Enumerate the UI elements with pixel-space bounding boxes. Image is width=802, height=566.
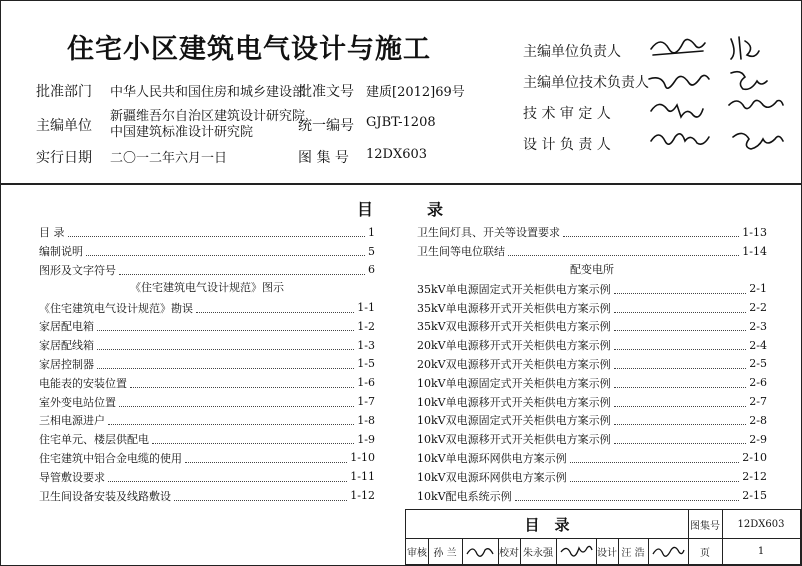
toc-entry[interactable] [39,486,375,505]
toc-entry[interactable] [39,242,375,261]
toc-entry-page: 1-3 [357,338,375,352]
toc-entry-page: 6 [368,263,375,277]
title-block-atlas-label: 图集号 [688,510,723,539]
approve-dept: 中华人民共和国住房和城乡建设部 [110,85,306,100]
toc-entry[interactable] [417,392,767,411]
toc-entry[interactable] [39,355,375,374]
toc-entry-title: 编制说明 [39,245,83,259]
toc-title-left: 目 [357,200,374,219]
toc-entry[interactable] [39,223,375,242]
toc-entry-title: 住宅建筑中铝合金电缆的使用 [39,451,182,465]
toc-entry[interactable] [39,261,375,280]
toc-entry-title: 35kV单电源固定式开关柜供电方案示例 [417,282,611,296]
toc-entry-title: 室外变电站位置 [39,395,116,409]
toc-entry[interactable] [39,392,375,411]
toc-leader-dots [130,378,354,388]
title-block-name: 目 录 [406,510,689,539]
toc-entry[interactable] [417,411,767,430]
toc-leader-dots [196,303,354,313]
title-block-atlas-no: 12DX603 [722,510,801,539]
review-label: 审核 [406,538,429,565]
atlas-title: 住宅小区建筑电气设计与施工 [67,34,431,65]
toc-entry-page: 1-7 [357,395,375,409]
toc-entry[interactable] [417,430,767,449]
toc-entry-title: 图形及文字符号 [39,263,116,277]
toc-entry[interactable] [417,298,767,317]
toc-entry-title: 卫生间等电位联结 [417,245,505,259]
toc-entry-title: 10kV单电源移开式开关柜供电方案示例 [417,395,611,409]
toc-leader-dots [152,434,354,444]
impl-date-label: 实行日期 [36,150,92,166]
toc-entry[interactable] [39,467,375,486]
toc-leader-dots [614,303,747,313]
toc-entry-title: 家居配线箱 [39,339,94,353]
chief-unit-lead-label: 主编单位负责人 [523,44,621,60]
toc-entry-page: 1 [368,225,375,239]
toc-entry-page: 2-10 [742,451,767,465]
toc-entry-page: 1-6 [357,376,375,390]
unified-no-label: 统一编号 [298,118,354,134]
check-label: 校对 [498,538,521,565]
page-label: 页 [688,538,723,565]
toc-entry[interactable] [417,373,767,392]
toc-entry-title: 电能表的安装位置 [39,376,127,390]
toc-leader-dots [570,472,740,482]
approve-dept-label: 批准部门 [36,84,92,100]
toc-entry[interactable] [417,486,767,505]
toc-entry-title: 家居控制器 [39,357,94,371]
checker-signature [556,538,597,565]
toc-entry-page: 1-11 [350,470,375,484]
reviewer-signature [462,538,499,565]
toc-leader-dots [614,397,747,407]
designer-signature [648,538,689,565]
toc-entry[interactable] [417,242,767,261]
toc-leader-dots [614,284,747,294]
editor-unit-label: 主编单位 [36,118,92,134]
toc-entry[interactable] [39,373,375,392]
toc-entry-page: 2-5 [749,357,767,371]
toc-entry-page: 2-8 [749,413,767,427]
toc-entry-page: 1-1 [357,301,375,315]
toc-entry-page: 2-4 [749,338,767,352]
toc-leader-dots [570,453,740,463]
toc-entry-page: 1-14 [742,244,767,258]
toc-leader-dots [108,415,354,425]
toc-leader-dots [108,472,347,482]
toc-entry-page: 2-1 [749,282,767,296]
toc-leader-dots [563,227,739,237]
toc-entry[interactable] [417,317,767,336]
toc-leader-dots [614,321,747,331]
toc-entry-title: 《住宅建筑电气设计规范》勘误 [39,301,193,315]
chief-tech-lead-label: 主编单位技术负责人 [523,75,649,91]
toc-entry-page: 1-5 [357,357,375,371]
toc-entry[interactable] [39,430,375,449]
handwritten-signatures [645,33,795,163]
toc-entry-page: 1-12 [350,489,375,503]
toc-entry-page: 1-9 [357,432,375,446]
toc-entry[interactable] [417,355,767,374]
toc-leader-dots [515,491,740,501]
toc-section-heading: 《住宅建筑电气设计规范》图示 [130,281,284,295]
toc-entry[interactable] [39,449,375,468]
toc-leader-dots [68,227,366,237]
toc-entry-title: 10kV单电源固定式开关柜供电方案示例 [417,376,611,390]
toc-entry[interactable] [39,336,375,355]
toc-leader-dots [97,340,354,350]
toc-leader-dots [614,378,747,388]
toc-entry-title: 20kV双电源移开式开关柜供电方案示例 [417,357,611,371]
toc-entry[interactable] [417,279,767,298]
toc-entry[interactable] [39,317,375,336]
editor-unit-1: 新疆维吾尔自治区建筑设计研究院 [110,109,306,124]
atlas-no: 12DX603 [366,147,428,162]
toc-entry-title: 10kV单电源环网供电方案示例 [417,451,567,465]
atlas-no-label: 图 集 号 [298,150,349,166]
toc-entry-title: 20kV单电源移开式开关柜供电方案示例 [417,339,611,353]
toc-entry-title: 卫生间灯具、开关等设置要求 [417,226,560,240]
toc-entry-page: 2-9 [749,432,767,446]
toc-entry-page: 2-2 [749,301,767,315]
toc-entry[interactable] [39,298,375,317]
unified-no: GJBT-1208 [366,115,436,130]
checker-name: 朱永强 [520,538,557,565]
toc-entry-title: 卫生间设备安装及线路敷设 [39,489,171,503]
toc-leader-dots [614,359,747,369]
toc-entry-page: 1-2 [357,319,375,333]
approve-no: 建质[2012]69号 [366,85,465,100]
toc-leader-dots [508,246,739,256]
toc-entry[interactable] [417,223,767,242]
toc-leader-dots [185,453,347,463]
toc-leader-dots [119,397,354,407]
toc-entry-title: 10kV配电系统示例 [417,489,512,503]
toc-entry-page: 5 [368,244,375,258]
editor-unit-2: 中国建筑标准设计研究院 [110,125,254,140]
toc-leader-dots [614,415,747,425]
toc-entry-page: 2-3 [749,319,767,333]
designer-name: 汪 浩 [618,538,649,565]
page-number: 1 [722,538,801,565]
toc-entry-title: 家居配电箱 [39,320,94,334]
tech-approver-label: 技 术 审 定 人 [523,106,611,122]
toc-entry[interactable] [39,411,375,430]
toc-entry[interactable] [417,336,767,355]
title-block [405,509,802,566]
toc-leader-dots [86,246,365,256]
toc-leader-dots [97,359,354,369]
toc-entry-title: 住宅单元、楼层供配电 [39,433,149,447]
toc-entry-page: 1-10 [350,451,375,465]
toc-entry-page: 2-12 [742,470,767,484]
toc-leader-dots [174,491,347,501]
toc-leader-dots [614,434,747,444]
toc-entry-title: 35kV单电源移开式开关柜供电方案示例 [417,301,611,315]
toc-entry-title: 10kV双电源移开式开关柜供电方案示例 [417,433,611,447]
toc-entry-title: 目 录 [39,226,65,240]
toc-entry[interactable] [417,467,767,486]
toc-entry[interactable] [417,449,767,468]
toc-title-right: 录 [427,200,444,219]
toc-leader-dots [97,321,354,331]
toc-entry-title: 10kV双电源固定式开关柜供电方案示例 [417,414,611,428]
toc-leader-dots [614,340,747,350]
toc-entry-page: 1-8 [357,413,375,427]
toc-entry-title: 导管敷设要求 [39,470,105,484]
toc-entry-title: 35kV双电源移开式开关柜供电方案示例 [417,320,611,334]
toc-right-column [417,223,767,505]
approve-no-label: 批准文号 [298,84,354,100]
reviewer-name: 孙 兰 [428,538,463,565]
toc-left-column [39,223,375,505]
toc-leader-dots [119,265,365,275]
toc-entry-title: 10kV双电源环网供电方案示例 [417,470,567,484]
toc-entry-title: 三相电源进户 [39,414,105,428]
cover-header [1,1,801,185]
toc-entry-page: 2-15 [742,489,767,503]
toc-section-heading: 配变电所 [570,262,614,276]
toc-entry-page: 2-6 [749,376,767,390]
design-lead-label: 设 计 负 责 人 [523,137,611,153]
impl-date: 二〇一二年六月一日 [110,151,228,166]
toc-entry-page: 1-13 [742,225,767,239]
design-label: 设计 [596,538,619,565]
toc-entry-page: 2-7 [749,395,767,409]
